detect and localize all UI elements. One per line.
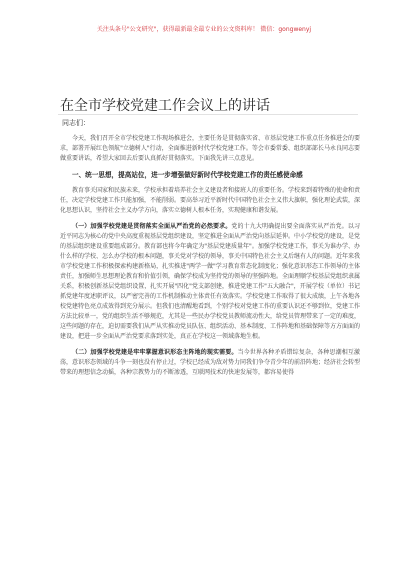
salutation: 同志们： (62, 119, 90, 127)
section-heading-1: 一、统一思想，提高站位，进一步增强做好新时代学校党建工作的责任感使命感 (72, 171, 303, 179)
page-title: 在全市学校党建工作会议上的讲话 (60, 98, 270, 114)
subsection-1-paragraph (60, 222, 360, 342)
subsection-2-text: 当今世界各种矛盾错综复杂，各种思潮相互激荡，意识形态领域的斗争一刻也没有停止过，学校已经成为敌对势力同我们争夺青少年的前沿阵地；经济社会转型带来的理想信念动摇，各种宗教势力的不断渗透，互联网技术的快速发展等，都容易使得 (60, 349, 361, 376)
subsection-1-label: （一）加强学校党建是贯彻落实全面从严治党的必然要求。 (72, 223, 232, 230)
intro-paragraph: 今天，我们召开全市学校党建工作现场推进会，主要任务是贯彻落实省、市基层党建工作重点任务推进会的要求，部署开展红色领航"立德树人"行动，全面推进新时代学校党建工作。等会市委常委、组织部部长马永良同志要做重要讲话，希望大家回去后要认真抓好贯彻落实。下面我先讲三点意见。 (60, 135, 361, 162)
section-1-paragraph: 教育事关国家和民族未来，学校承担着培养社会主义建设者和接班人的重要任务。学校来到着特殊的使命和责任，决定学校党建工作只能加强，不能削弱。要高举习近平新时代中国特色社会主义伟大旗帜，强化理论武装，深化思想认识，坚持社会主义办学方向，落实立德树人根本任务，实现健康和谐发展。 (60, 187, 361, 214)
subsection-2-paragraph (60, 348, 360, 378)
document-body (60, 134, 360, 384)
subsection-1-text: 党的十九大明确提出要全面落实从严治党。以习近平同志为核心的党中央高度重视基层党组织建设，坚定推进全面从严治党向基层延伸。中小学校党的建设，是党的基层组织建设重要组成部分。教育部也将今年确定为"基层党建质量年"。加强学校党建工作，事关为谁办学、办什么样的学校、怎么办学校的根本问题，事关党对学校的领导，事关中国特色社会主义后继有人的问题。近年来我市学校党建工作积极探索构建新格局，扎实推进"两学一做"学习教育常态化制度化；强化意识形态工作领导的主体责任，加强师生思想理论教育和价值引领，确保学校成为坚持党的领导的坚强阵地。全面理顺学校基层党组织隶属关系，积极创新基层党组织设置，扎实开展"四化"党支部创建，推进党建工作"五大融合"，开展学校（单位）书记抓党建年度述职评议，以严密完善的工作机制推动主体责任有效落实。学校党建工作取得了很大成绩，上午各地各校党建特色亮点成效得到充分展示。但我们也清醒地看到，个别学校对党建工作的重要认识还不够到位，党建工作方法比较单一，党的组织生活不够规范，尤其是一些民办学校党员教师流动性大，给党员管理带来了一定的难度，这些问题的存在，迫切需要我们从严从实推动党员队伍、组织活动、基本制度、工作阵地和基础保障等方方面面的建设，把进一步全面从严治党要求落到实处，真正在学校这一领域落地生根。 (60, 223, 361, 340)
promo-banner: 关注头条号"公文研究"，获得最新最全最专业的公文资料库！ 微信：gongwenyj (96, 26, 312, 33)
title-divider (58, 114, 358, 115)
subsection-2-label: （二）加强学校党建是牢牢掌握意识形态主阵地的现实需要。 (72, 349, 238, 356)
